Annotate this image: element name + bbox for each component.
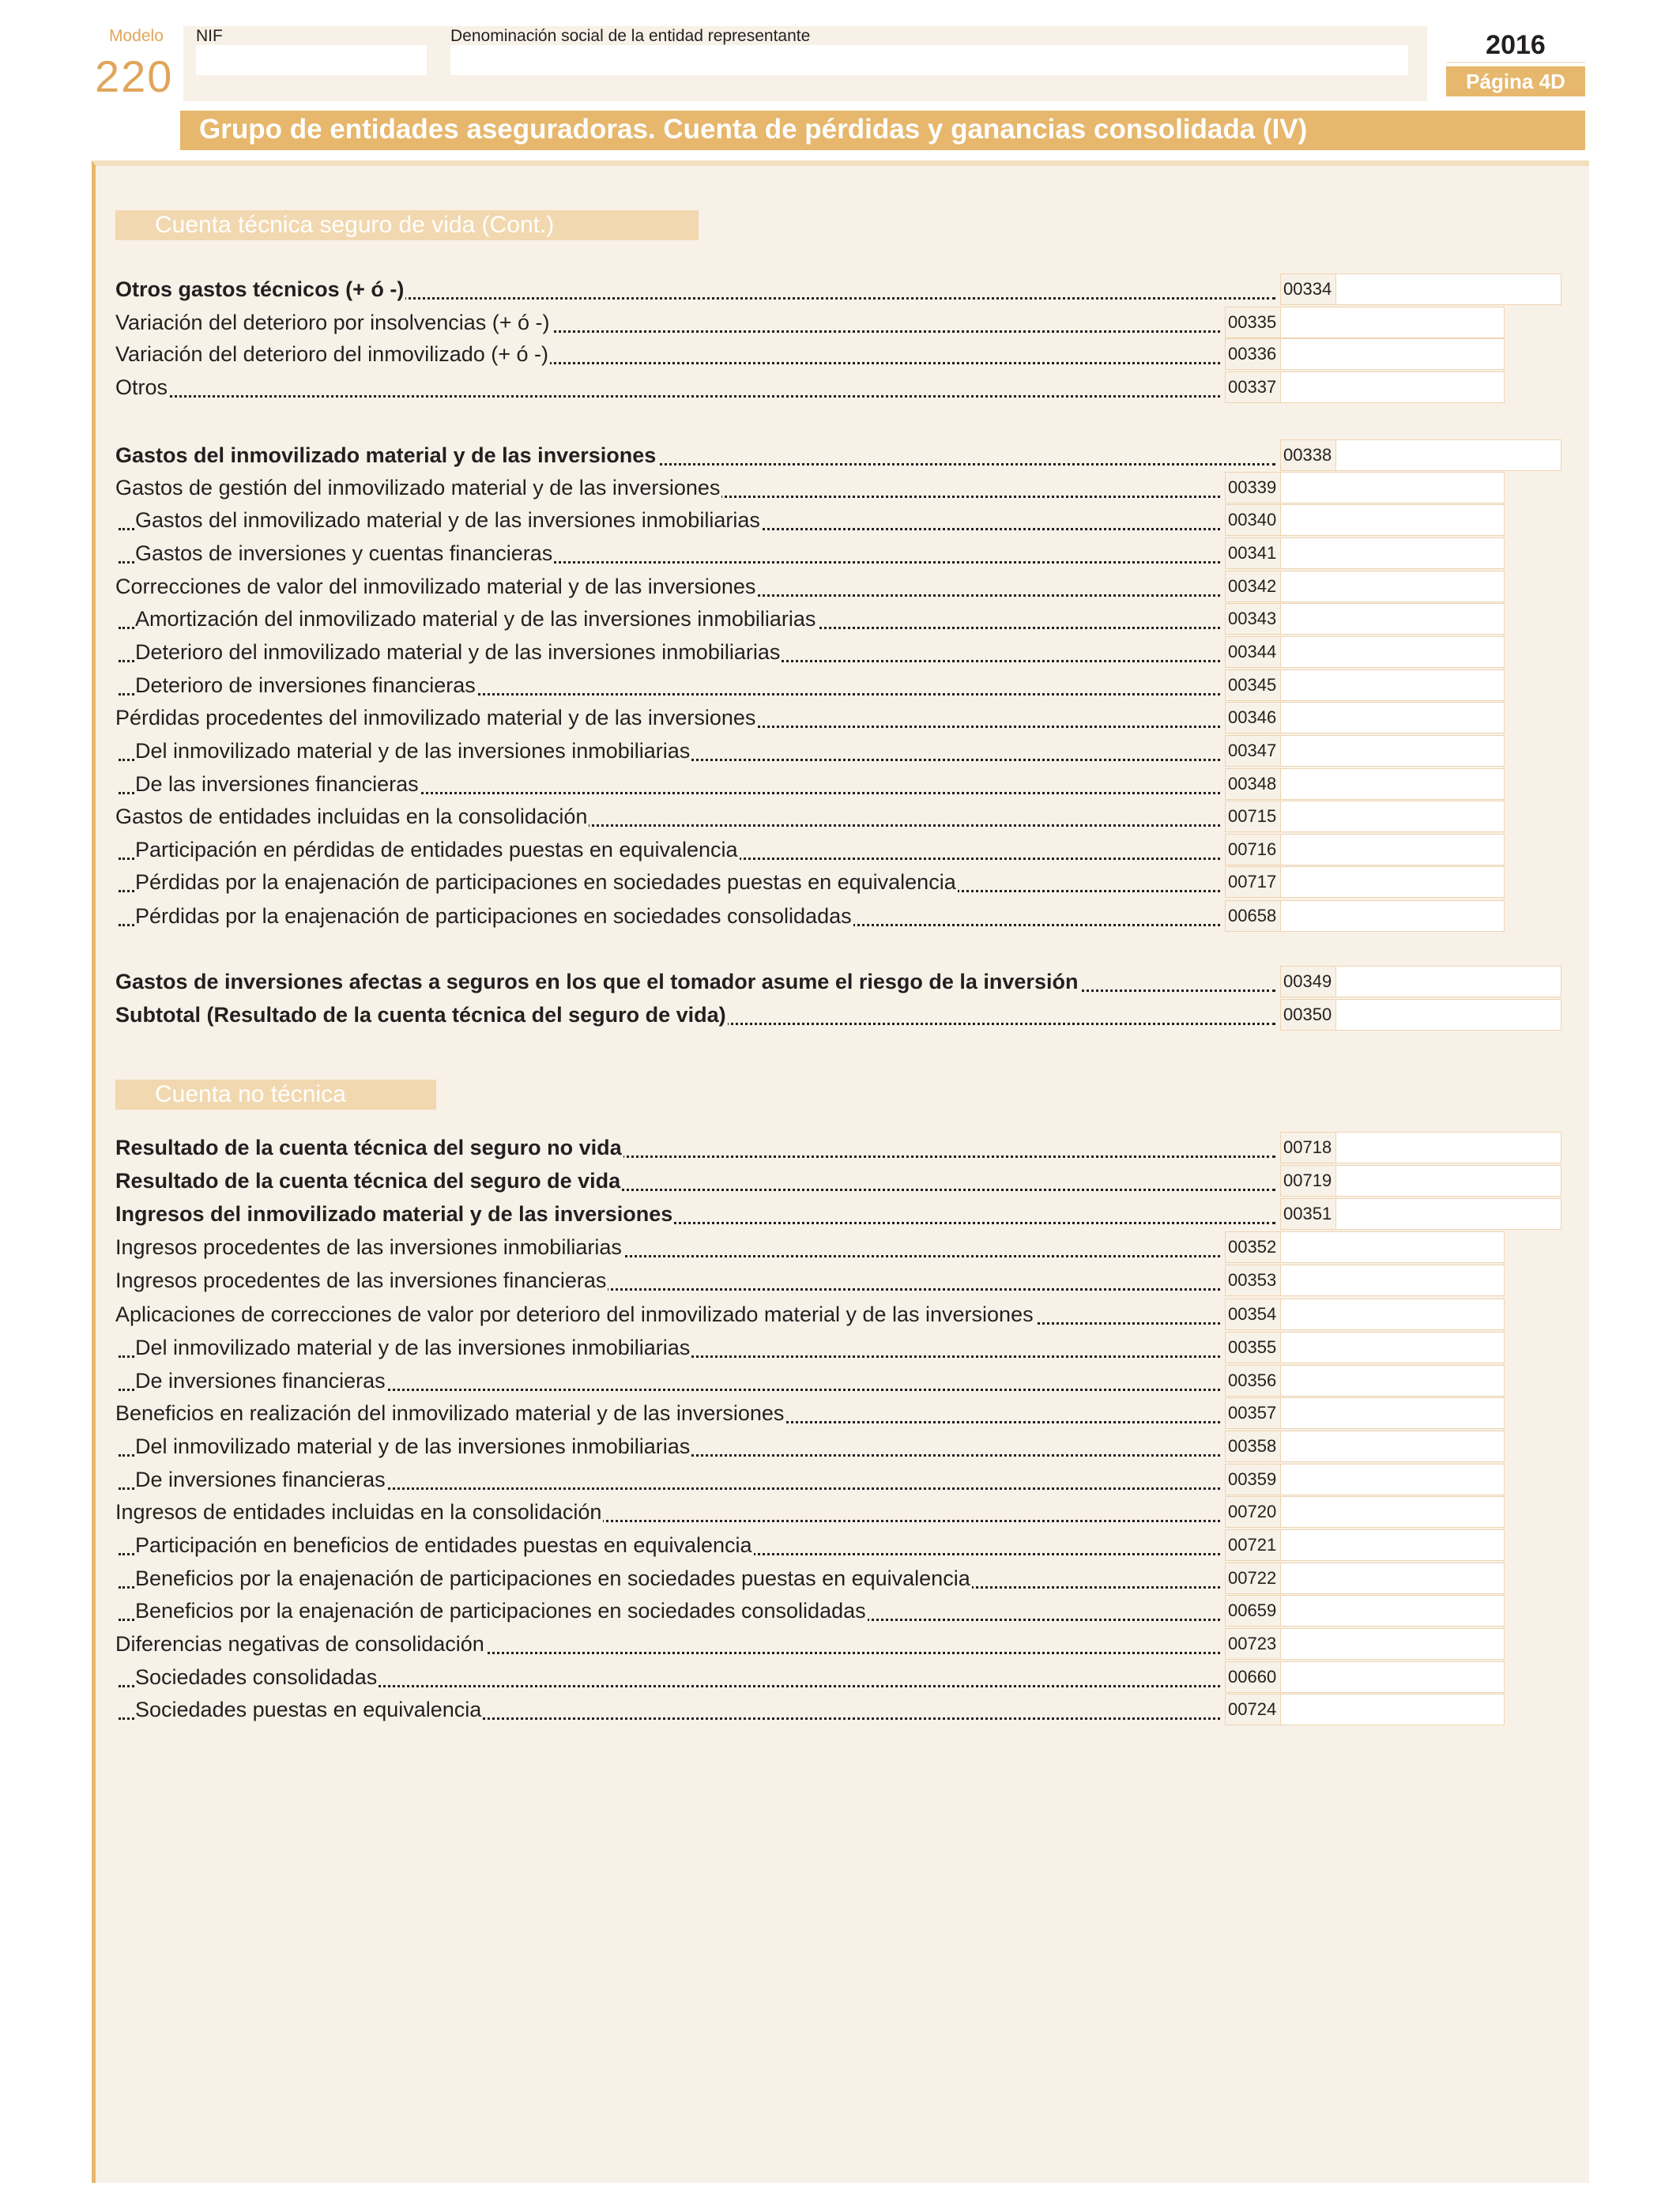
box-code: 00358	[1225, 1431, 1280, 1462]
row-label: Ingresos del inmovilizado material y de las inversiones	[115, 1202, 673, 1226]
nif-field[interactable]	[196, 45, 427, 75]
box-code: 00334	[1280, 273, 1335, 305]
row-label: Otros	[115, 375, 168, 399]
amount-field[interactable]	[1280, 1661, 1505, 1693]
box-code: 00718	[1280, 1132, 1335, 1163]
form-row	[115, 1529, 1505, 1561]
amount-field[interactable]	[1280, 1299, 1505, 1330]
amount-field[interactable]	[1280, 338, 1505, 370]
amount-field[interactable]	[1280, 866, 1505, 898]
row-label: De las inversiones financieras	[135, 772, 419, 796]
amount-field[interactable]	[1335, 999, 1561, 1031]
row-label: Beneficios en realización del inmovilizado material y de las inversiones	[115, 1401, 785, 1425]
form-row	[115, 472, 1505, 503]
amount-field[interactable]	[1280, 1332, 1505, 1363]
amount-field[interactable]	[1280, 1563, 1505, 1594]
amount-field[interactable]	[1280, 636, 1505, 668]
denominacion-field[interactable]	[450, 45, 1408, 75]
form-row	[115, 273, 1561, 305]
box-code: 00715	[1225, 801, 1280, 832]
amount-field[interactable]	[1335, 966, 1561, 997]
box-code: 00343	[1225, 603, 1280, 635]
amount-field[interactable]	[1280, 571, 1505, 602]
amount-field[interactable]	[1280, 1694, 1505, 1725]
box-code: 00356	[1225, 1365, 1280, 1397]
row-label: Ingresos de entidades incluidas en la consolidación	[115, 1500, 602, 1524]
box-code: 00338	[1280, 439, 1335, 471]
form-row	[115, 439, 1561, 471]
form-row	[115, 1332, 1505, 1363]
row-label: Ingresos procedentes de las inversiones financieras	[115, 1269, 607, 1292]
box-code: 00337	[1225, 371, 1280, 403]
amount-field[interactable]	[1280, 1628, 1505, 1660]
box-code: 00717	[1225, 866, 1280, 898]
row-label: Variación del deterioro por insolvencias (+ ó -)	[115, 311, 550, 334]
form-row	[115, 999, 1561, 1031]
form-row	[115, 1694, 1505, 1725]
form-row	[115, 1563, 1505, 1594]
form-row	[115, 1231, 1505, 1263]
form-row	[115, 1132, 1561, 1163]
row-label: Del inmovilizado material y de las inversiones inmobiliarias	[135, 1336, 691, 1359]
box-code: 00336	[1225, 338, 1280, 370]
form-row	[115, 537, 1505, 569]
row-label: Aplicaciones de correcciones de valor por deterioro del inmovilizado material y de las inversiones	[115, 1302, 1034, 1326]
form-row	[115, 371, 1505, 403]
form-row	[115, 1265, 1505, 1296]
form-row	[115, 1299, 1505, 1330]
amount-field[interactable]	[1280, 537, 1505, 569]
box-code: 00349	[1280, 966, 1335, 997]
form-row	[115, 504, 1505, 536]
box-code: 00721	[1225, 1529, 1280, 1561]
form-row	[115, 735, 1505, 767]
form-row	[115, 966, 1561, 997]
box-code: 00340	[1225, 504, 1280, 536]
row-label: Pérdidas por la enajenación de participaciones en sociedades consolidadas	[135, 904, 852, 928]
row-label: Del inmovilizado material y de las inversiones inmobiliarias	[135, 1434, 691, 1458]
amount-field[interactable]	[1280, 472, 1505, 503]
section-cuenta-no-tecnica: Cuenta no técnica	[115, 1080, 436, 1110]
row-label: Gastos del inmovilizado material y de las inversiones	[115, 443, 657, 467]
amount-field[interactable]	[1335, 273, 1561, 305]
amount-field[interactable]	[1335, 1198, 1561, 1230]
box-code: 00353	[1225, 1265, 1280, 1296]
row-label: Otros gastos técnicos (+ ó -)	[115, 277, 405, 301]
form-row	[115, 1628, 1505, 1660]
amount-field[interactable]	[1280, 768, 1505, 800]
form-row	[115, 1165, 1561, 1197]
box-code: 00339	[1225, 472, 1280, 503]
amount-field[interactable]	[1280, 702, 1505, 733]
amount-field[interactable]	[1280, 603, 1505, 635]
row-label: Participación en pérdidas de entidades puestas en equivalencia	[135, 838, 738, 861]
amount-field[interactable]	[1335, 439, 1561, 471]
box-code: 00347	[1225, 735, 1280, 767]
row-label: Variación del deterioro del inmovilizado (+ ó -)	[115, 342, 549, 366]
row-label: Pérdidas procedentes del inmovilizado material y de las inversiones	[115, 706, 756, 729]
box-code: 00345	[1225, 669, 1280, 701]
amount-field[interactable]	[1280, 1464, 1505, 1495]
amount-field[interactable]	[1280, 801, 1505, 832]
row-label: Del inmovilizado material y de las inversiones inmobiliarias	[135, 739, 691, 763]
box-code: 00722	[1225, 1563, 1280, 1594]
amount-field[interactable]	[1280, 307, 1505, 338]
amount-field[interactable]	[1280, 1595, 1505, 1627]
form-row	[115, 1496, 1505, 1528]
box-code: 00335	[1225, 307, 1280, 338]
form-row	[115, 900, 1505, 932]
row-label: Resultado de la cuenta técnica del seguro no vida	[115, 1136, 622, 1159]
box-code: 00716	[1225, 834, 1280, 865]
amount-field[interactable]	[1280, 669, 1505, 701]
denominacion-label: Denominación social de la entidad representante	[450, 27, 811, 45]
amount-field[interactable]	[1280, 1397, 1505, 1429]
form-row	[115, 603, 1505, 635]
row-label: Correcciones de valor del inmovilizado material y de las inversiones	[115, 575, 756, 598]
box-code: 00723	[1225, 1628, 1280, 1660]
leader-dots	[119, 371, 1220, 398]
row-label: Gastos de inversiones afectas a seguros en los que el tomador asume el riesgo de la inversión	[115, 970, 1079, 993]
row-label: Deterioro del inmovilizado material y de las inversiones inmobiliarias	[135, 640, 781, 664]
row-label: Gastos de entidades incluidas en la consolidación	[115, 805, 588, 828]
row-label: Amortización del inmovilizado material y de las inversiones inmobiliarias	[135, 607, 816, 631]
box-code: 00350	[1280, 999, 1335, 1031]
box-code: 00352	[1225, 1231, 1280, 1263]
form-row	[115, 768, 1505, 800]
row-label: De inversiones financieras	[135, 1369, 386, 1393]
form-row	[115, 1365, 1505, 1397]
row-label: Ingresos procedentes de las inversiones inmobiliarias	[115, 1235, 622, 1259]
row-label: Beneficios por la enajenación de participaciones en sociedades puestas en equivalencia	[135, 1566, 970, 1590]
box-code: 00658	[1225, 900, 1280, 932]
nif-label: NIF	[196, 27, 223, 45]
form-row	[115, 1397, 1505, 1429]
form-row	[115, 1595, 1505, 1627]
row-label: Gastos de gestión del inmovilizado material y de las inversiones	[115, 476, 721, 499]
amount-field[interactable]	[1280, 1496, 1505, 1528]
year: 2016	[1486, 30, 1546, 60]
amount-field[interactable]	[1280, 1265, 1505, 1296]
amount-field[interactable]	[1280, 1365, 1505, 1397]
form-row	[115, 702, 1505, 733]
row-label: Subtotal (Resultado de la cuenta técnica del seguro de vida)	[115, 1003, 726, 1027]
box-code: 00359	[1225, 1464, 1280, 1495]
amount-field[interactable]	[1280, 504, 1505, 536]
amount-field[interactable]	[1335, 1132, 1561, 1163]
row-label: De inversiones financieras	[135, 1468, 386, 1491]
page-number: Página 4D	[1446, 66, 1585, 96]
box-code: 00357	[1225, 1397, 1280, 1429]
row-label: Sociedades puestas en equivalencia	[135, 1698, 482, 1721]
box-code: 00719	[1280, 1165, 1335, 1197]
form-row	[115, 1431, 1505, 1462]
form-row	[115, 801, 1505, 832]
box-code: 00351	[1280, 1198, 1335, 1230]
box-code: 00344	[1225, 636, 1280, 668]
form-row	[115, 834, 1505, 865]
amount-field[interactable]	[1280, 834, 1505, 865]
box-code: 00355	[1225, 1332, 1280, 1363]
section-cuenta-tecnica-vida: Cuenta técnica seguro de vida (Cont.)	[115, 210, 699, 240]
amount-field[interactable]	[1280, 1529, 1505, 1561]
row-label: Sociedades consolidadas	[135, 1665, 378, 1689]
form-row	[115, 1464, 1505, 1495]
amount-field[interactable]	[1280, 1431, 1505, 1462]
row-label: Pérdidas por la enajenación de participaciones en sociedades puestas en equivalencia	[135, 870, 956, 894]
form-row	[115, 1198, 1561, 1230]
form-row	[115, 669, 1505, 701]
box-code: 00341	[1225, 537, 1280, 569]
amount-field[interactable]	[1280, 735, 1505, 767]
box-code: 00354	[1225, 1299, 1280, 1330]
box-code: 00346	[1225, 702, 1280, 733]
row-label: Resultado de la cuenta técnica del seguro de vida	[115, 1169, 621, 1193]
form-row	[115, 571, 1505, 602]
form-row	[115, 636, 1505, 668]
box-code: 00342	[1225, 571, 1280, 602]
modelo-label: Modelo	[109, 27, 164, 45]
box-code: 00660	[1225, 1661, 1280, 1693]
form-row	[115, 866, 1505, 898]
amount-field[interactable]	[1280, 1231, 1505, 1263]
form-row	[115, 338, 1505, 370]
row-label: Deterioro de inversiones financieras	[135, 673, 476, 697]
amount-field[interactable]	[1280, 900, 1505, 932]
page-title: Grupo de entidades aseguradoras. Cuenta de pérdidas y ganancias consolidada (IV)	[199, 114, 1308, 145]
box-code: 00720	[1225, 1496, 1280, 1528]
form-row	[115, 1661, 1505, 1693]
row-label: Diferencias negativas de consolidación	[115, 1632, 484, 1656]
form-row	[115, 307, 1505, 338]
amount-field[interactable]	[1335, 1165, 1561, 1197]
row-label: Beneficios por la enajenación de participaciones en sociedades consolidadas	[135, 1599, 866, 1623]
row-label: Gastos del inmovilizado material y de las inversiones inmobiliarias	[135, 508, 760, 532]
box-code: 00659	[1225, 1595, 1280, 1627]
row-label: Participación en beneficios de entidades puestas en equivalencia	[135, 1533, 752, 1557]
row-label: Gastos de inversiones y cuentas financieras	[135, 541, 553, 565]
modelo-number: 220	[95, 51, 174, 101]
box-code: 00348	[1225, 768, 1280, 800]
amount-field[interactable]	[1280, 371, 1505, 403]
box-code: 00724	[1225, 1694, 1280, 1725]
